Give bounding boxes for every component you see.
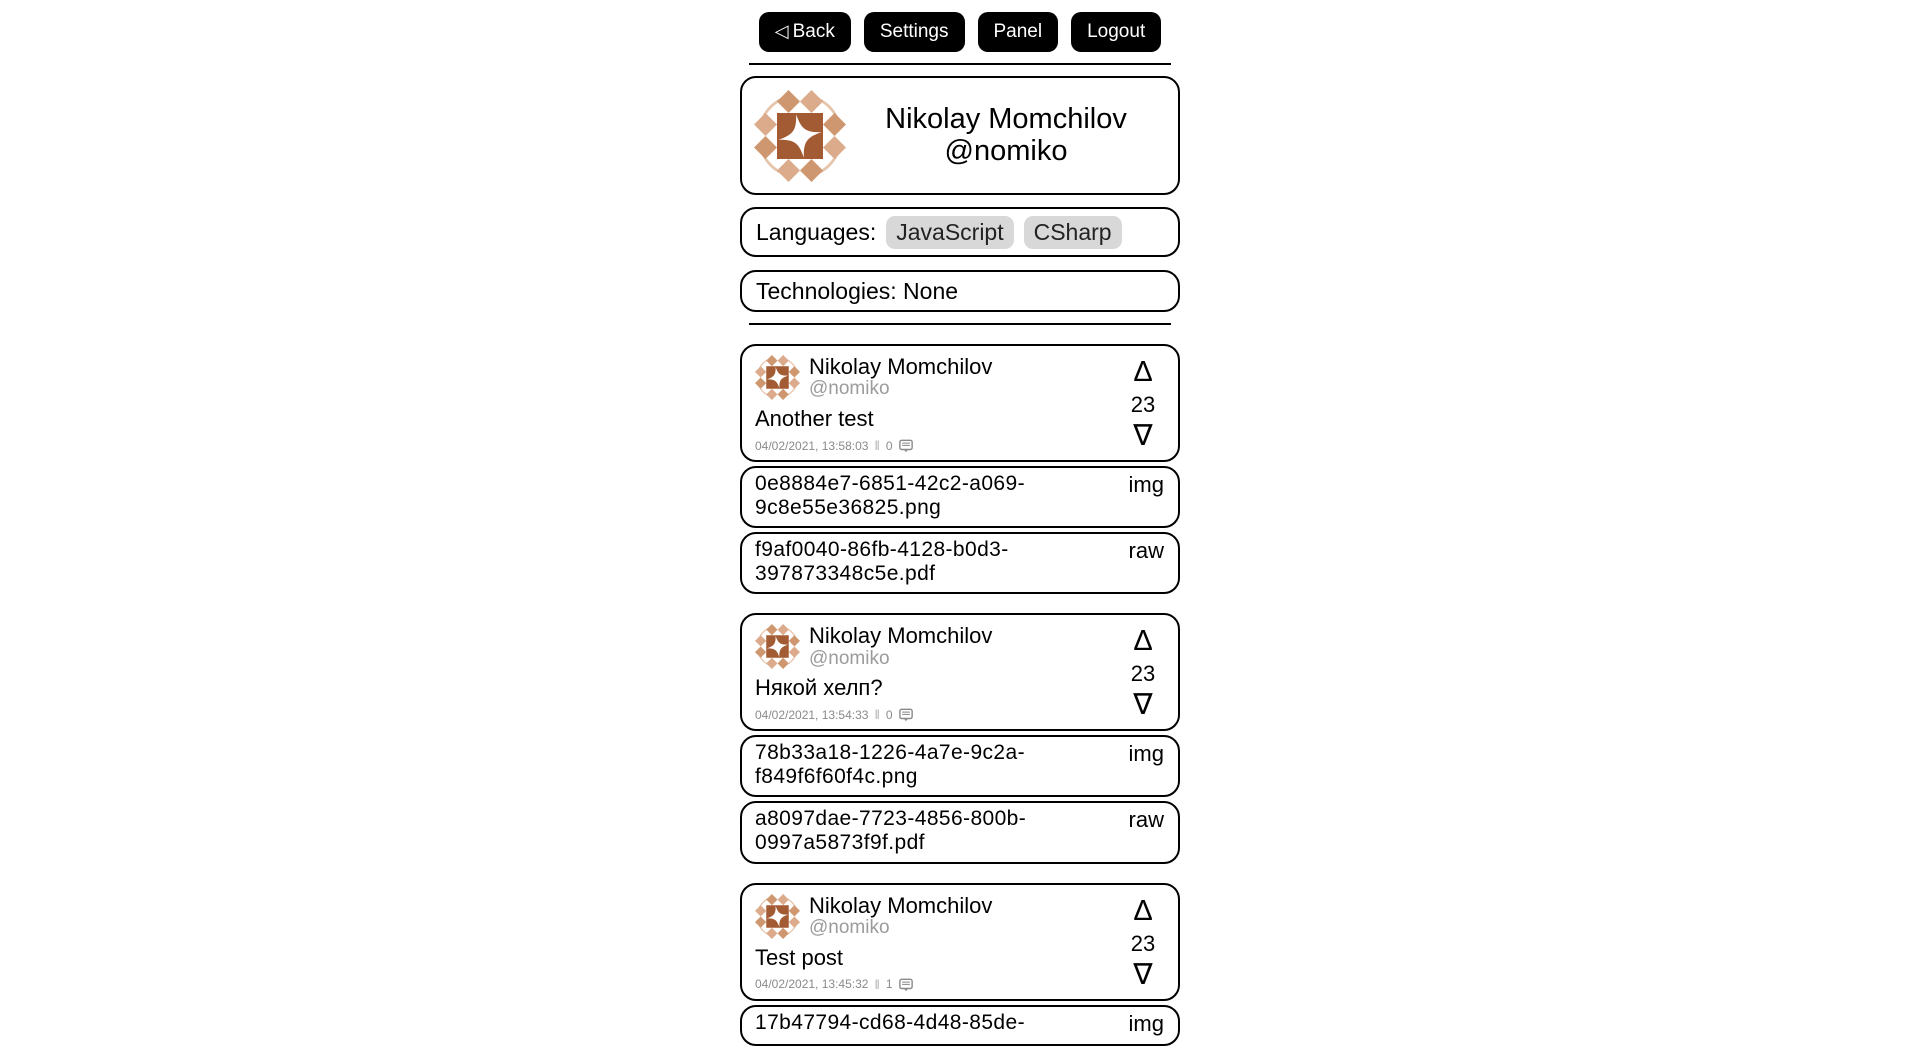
top-divider [749, 63, 1171, 65]
comment-bubble-icon [899, 439, 913, 453]
post-timestamp: 04/02/2021, 13:54:33 [755, 707, 869, 722]
technologies-label: Technologies: None [756, 277, 959, 304]
attachment-filename: a8097dae-7723-4856-800b-0997a5873f9f.pdf [755, 807, 1027, 854]
profile-name: Nikolay Momchilov [885, 103, 1127, 136]
comment-bubble-icon [899, 708, 913, 722]
profile-avatar-icon [754, 90, 846, 182]
post-group [740, 883, 1180, 1046]
vote-count: 23 [1130, 930, 1156, 956]
upvote-button[interactable]: Δ [1133, 356, 1153, 388]
post-content [755, 623, 1122, 725]
downvote-button[interactable]: ∇ [1133, 420, 1153, 452]
back-button[interactable] [759, 12, 851, 52]
post-author-handle: @nomiko [809, 916, 890, 938]
attachment-row[interactable] [740, 532, 1180, 594]
attachment-row[interactable] [740, 735, 1180, 797]
post-author: Nikolay Momchilov [809, 623, 993, 649]
language-tag-javascript: JavaScript [886, 216, 1013, 249]
attachment-type-badge: img [1128, 472, 1164, 498]
post-title: Някой хелп? [755, 675, 883, 701]
post-avatar-icon [755, 894, 800, 939]
vote-count: 23 [1130, 392, 1156, 417]
back-button-label: Back [792, 21, 835, 42]
post-timestamp: 04/02/2021, 13:58:03 [755, 438, 869, 453]
attachment-row[interactable] [740, 466, 1180, 528]
post-comment-count: 0 [885, 707, 893, 722]
attachment-filename: 17b47794-cd68-4d48-85de- [755, 1010, 1025, 1034]
post-card[interactable] [740, 613, 1180, 731]
back-arrow-icon: ◁ [774, 21, 789, 41]
attachment-type-badge: raw [1128, 807, 1164, 833]
profile-card [740, 76, 1180, 195]
content-column [740, 0, 1180, 1046]
language-tag-csharp: CSharp [1024, 216, 1122, 249]
attachment-row[interactable] [740, 801, 1180, 863]
attachment-type-badge: img [1128, 741, 1164, 767]
technologies-card [740, 270, 1180, 312]
post-author-handle: @nomiko [809, 378, 890, 400]
attachment-row[interactable] [740, 1005, 1180, 1046]
post-timestamp: 04/02/2021, 13:45:32 [755, 977, 869, 992]
post-content [755, 354, 1122, 456]
meta-separator: ‖ [874, 438, 880, 454]
profile-handle: @nomiko [944, 134, 1068, 167]
post-meta [755, 707, 1122, 722]
logout-button[interactable]: Logout [1071, 12, 1161, 52]
post-card[interactable] [740, 883, 1180, 1001]
panel-button[interactable]: Panel [978, 12, 1059, 52]
downvote-button[interactable]: ∇ [1133, 689, 1153, 722]
post-meta [755, 977, 1122, 992]
post-author-handle: @nomiko [809, 647, 890, 669]
post-meta [755, 438, 1122, 453]
upvote-button[interactable]: Δ [1133, 625, 1153, 658]
vote-column [1122, 358, 1164, 456]
post-avatar-icon [755, 355, 800, 400]
attachment-filename: f9af0040-86fb-4128-b0d3-397873348c5e.pdf [755, 538, 1009, 585]
attachment-filename: 78b33a18-1226-4a7e-9c2a-f849f6f60f4c.png [755, 741, 1025, 788]
upvote-button[interactable]: Δ [1133, 894, 1153, 927]
post-comment-count: 0 [885, 438, 893, 453]
post-author-block [809, 623, 992, 669]
vote-count: 23 [1130, 661, 1156, 687]
post-header [755, 354, 1122, 400]
post-header [755, 893, 1122, 939]
post-card[interactable] [740, 344, 1180, 462]
post-author: Nikolay Momchilov [809, 892, 993, 918]
post-author: Nikolay Momchilov [809, 354, 993, 379]
vote-column [1122, 627, 1164, 725]
post-title: Test post [755, 944, 844, 970]
attachment-type-badge: raw [1128, 538, 1164, 564]
post-comment-count: 1 [885, 977, 893, 992]
post-header [755, 623, 1122, 669]
post-group [740, 613, 1180, 863]
toolbar [740, 12, 1180, 52]
downvote-button[interactable]: ∇ [1133, 958, 1153, 991]
meta-separator: ‖ [874, 976, 880, 992]
attachment-type-badge: img [1128, 1010, 1164, 1036]
languages-card [740, 207, 1180, 257]
meta-separator: ‖ [874, 707, 880, 723]
post-content [755, 893, 1122, 995]
settings-button[interactable]: Settings [864, 12, 965, 52]
posts-divider [749, 323, 1171, 325]
post-author-block [809, 893, 992, 939]
languages-label: Languages: [756, 218, 877, 245]
profile-name-block [846, 104, 1166, 167]
post-title: Another test [755, 406, 874, 432]
post-group [740, 344, 1180, 594]
post-author-block [809, 354, 992, 400]
post-avatar-icon [755, 624, 800, 669]
attachment-filename: 0e8884e7-6851-42c2-a069-9c8e55e36825.png [755, 472, 1025, 519]
vote-column [1122, 894, 1164, 995]
comment-bubble-icon [899, 978, 913, 992]
